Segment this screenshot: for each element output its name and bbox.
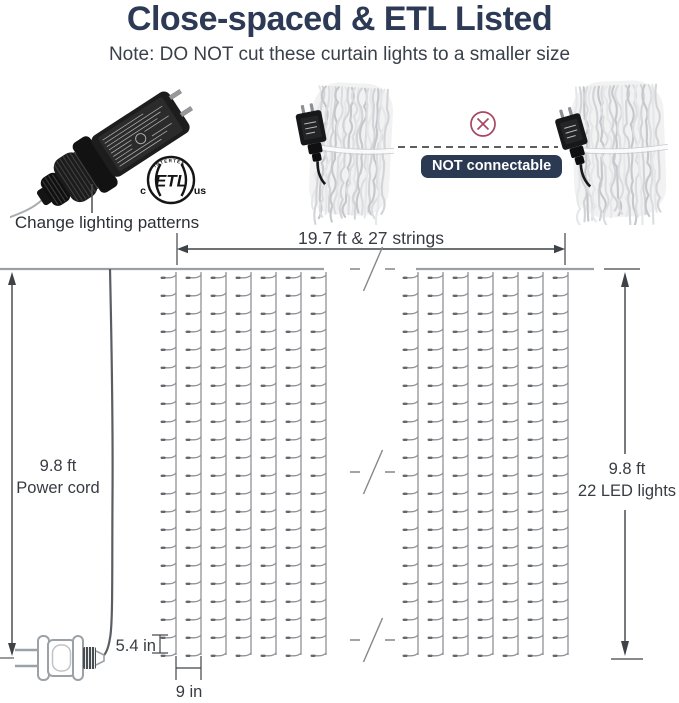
height-label-1: 9.8 ft	[608, 460, 646, 478]
led-gap-label: 5.4 in	[115, 637, 156, 655]
svg-text:c: c	[140, 185, 146, 197]
light-bundle-right	[551, 79, 671, 225]
svg-text:INTERTEK: INTERTEK	[152, 158, 187, 169]
crossed-circle-icon	[471, 112, 495, 136]
svg-text:us: us	[193, 185, 207, 197]
page-title: Close-spaced & ETL Listed	[126, 0, 553, 38]
adapter-prong	[180, 106, 193, 116]
svg-text:ETL: ETL	[154, 171, 188, 191]
power-cord-dimension	[8, 272, 100, 656]
height-dimension	[578, 269, 676, 659]
top-width-label: 19.7 ft & 27 strings	[298, 228, 444, 248]
not-connectable-graphic	[290, 75, 679, 225]
string-gap-dimension	[176, 656, 203, 701]
not-connectable-badge: NOT connectable	[421, 155, 562, 178]
adapter-prong	[169, 89, 182, 99]
light-bundle-left	[290, 80, 397, 225]
break-symbols	[350, 247, 395, 662]
wall-plug	[0, 636, 104, 680]
power-cord-label-1: 9.8 ft	[39, 457, 77, 475]
string-gap-label: 9 in	[175, 683, 203, 701]
note-text: Note: DO NOT cut these curtain lights to a smaller size	[108, 44, 571, 65]
adapter-caption: Change lighting patterns	[14, 213, 200, 232]
etl-logo	[140, 157, 206, 203]
power-cord	[101, 269, 113, 658]
dimension-diagram	[0, 228, 679, 703]
height-label-2: 22 LED lights	[577, 482, 677, 500]
curtain-strands	[162, 272, 568, 656]
led-gap-dimension	[116, 635, 168, 655]
power-cord-label-2: Power cord	[16, 479, 100, 497]
top-width-dimension	[177, 228, 565, 265]
